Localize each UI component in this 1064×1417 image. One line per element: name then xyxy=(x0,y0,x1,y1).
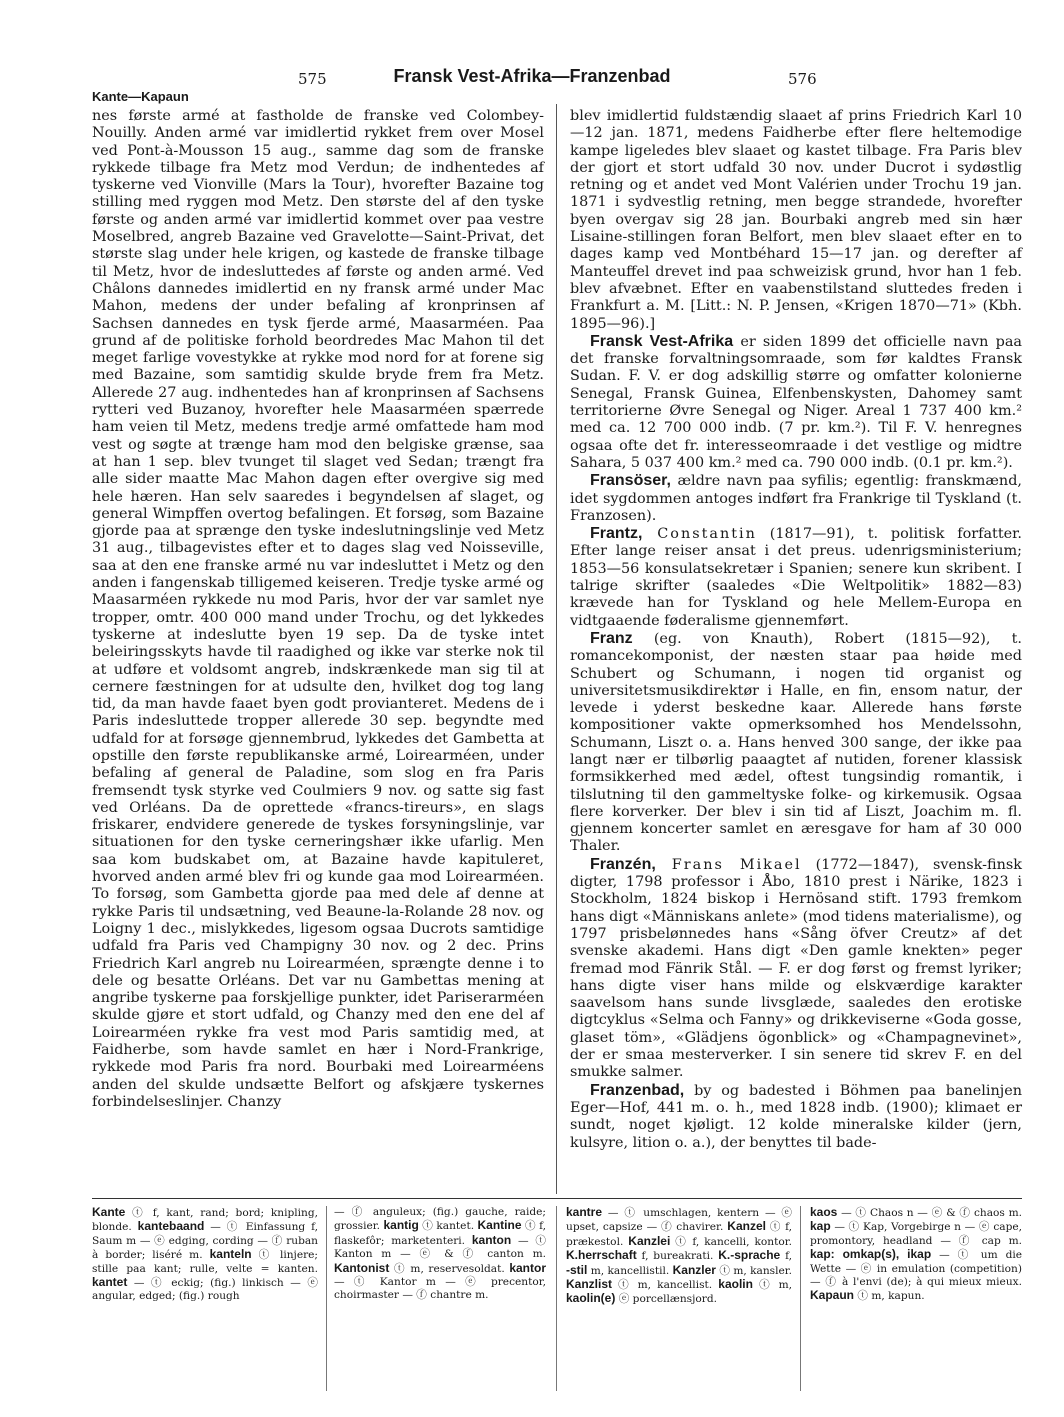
dict-definition: m, kancellistil. xyxy=(587,1264,673,1277)
dict-headword: kanton xyxy=(471,1232,512,1247)
dict-headword: kantre xyxy=(566,1205,603,1219)
encyclopedia-entry xyxy=(570,856,1022,1082)
dict-definition: — ⓣ Einfassung f, Saum m — ⓔ edging, cording — ⓕ ruban à border; liséré m. xyxy=(92,1221,318,1262)
encyclopedia-entry xyxy=(570,525,1022,630)
dict-column-1 xyxy=(92,1206,318,1304)
dict-column-3 xyxy=(566,1206,792,1307)
entry-text: (eg. von Knauth), Robert (1815—92), t. romancekomponist, der næsten staar paa høide med Schubert og Schumann, i nogen tid organist og universitetsmusikdirektør i Halle, en fin, ensom natur, der levede i yderst beskedne kaar. Allerede hans første kompositioner vakte opmerksomhed hos Mendelssohn, Schumann, Liszt o. a. Hans henved 300 sange, der ikke paa langt nær er tilbørlig paaagtet af nutiden, forener klassisk formsikkerhed med ædel, oftest tungsindig romantik, i tilslutning til den gammeltyske folke- og kirkemusik. Ogsaa flere korverker. Der blev i sin tid af Liszt, Joachim m. fl. gjennem koncerter samlet en æresgave for ham af 30 000 Thaler. xyxy=(570,630,1022,855)
entry-text: (1817—91), t. politisk forfatter. Efter lange reiser ansat i det preus. udenrigsministerium; 1853—56 konsulatsekretær i Spanien; senere kun skribent. I talrige skrifter (saaledes «Die Weltpolitik» 1882—83) krævede han for Tyskland og hele Mellem-Europa en vidtgaaende føderalisme gjennemført. xyxy=(570,526,1023,629)
footer-rule xyxy=(92,1198,1022,1199)
dict-definition: ⓣ f, kant, rand; bord; knipling, blonde. xyxy=(92,1207,318,1234)
dict-text xyxy=(810,1206,1022,1304)
dict-definition: — ⓣ Kantor m — ⓔ precentor, choirmaster — ⓕ chantre m. xyxy=(334,1276,546,1302)
dict-headword: kaolin(e) xyxy=(566,1291,616,1306)
entry-text: (1772—1847), svensk-finsk digter, 1798 professor i Åbo, 1810 prest i Närike, 1823 i Stockholm, 1824 biskop i Hernösand stift. 1793 fremkom hans digt «Människans anlete» (mod tidens materialisme), og 1797 prisbelønnedes hans «Sång öfver Creutz» af det svenske akademi. Hans digt «Den gamle knekten» peger fremad mod Fänrik Stål. — F. er dog først og fremst lyriker; hans digte viser hans milde og elskværdige karakter saavelsom hans sunde livsglæde, saaledes den erotiske digtcyklus «Selma och Fanny» og drikkeviserne «Goda gosse, glaset töm», «Glädjens ögonblick» og «Champagnevinet», der er smaa mesterverker. I sin senere tid skrev F. en del smukke salmer. xyxy=(570,856,1022,1081)
dict-text xyxy=(566,1206,792,1307)
dict-headword: kanteln xyxy=(209,1247,252,1262)
left-paragraph: nes første armé at fastholde de franske ved Colombey-Nouilly. Anden armé var imidlertid rykket frem over Mosel ved Pont-à-Mousson 15 aug., samme dag som de franske rykkede tilbage fra Metz mod Verdun; de indhentedes af tyskerne ved Vionville (Mars la Tour), hvorefter Bazaine tog stilling med ryggen mod Metz. Den største del af den tyske første og anden armé var imidlertid kommet over paa vestre Moselbred, angreb Bazaine ved Gravelotte—Saint-Privat, det største slag under hele krigen, og kastede de franske tilbage til Metz, hvor de indesluttedes af første og anden armé. Ved Châlons dannedes imidlertid en ny fransk armé under Mac Mahon, medens der under befaling af kronprinsen af Sachsen dannedes en tysk fjerde armé, Maasarméen. Paa grund af de politiske forhold beordredes Mac Mahon til det meget farlige vovestykke at rykke mod nord for at forene sig med Bazaine, som samtidig skulde bryde frem fra Metz. Allerede 27 aug. indhentedes han af kronprinsen af Sachsens rytteri ved Buzanoy, hvorefter hele Maasarméen spærrede ham veien til Metz, medens tredje armé omfattede ham mod vest og søgte at trænge ham mod den belgiske grænse, saa at han 1 sep. blev tvunget til slaget ved Sedan; trængt fra alle sider maatte Mac Mahon dagen efter overgive sig med hele hæren. Han selv saaredes i begyndelsen af slaget, og general Wimpffen overtog befalingen. Et forsøg, som Bazaine gjorde paa at sprænge den tyske indeslutningslinje ved Metz 31 aug., tilbagevistes efter et to dages slag ved Noisseville, saa at den ene franske armé nu var indesluttet i Metz og den anden i fangenskab tilligemed keiseren. Tredje tyske armé og Maasarméen rykkede nu mod Paris, hvor der var samlet nye tropper, omtr. 400 000 mand under Trochu, og det lykkedes tyskerne at indeslutte byen 19 sep. Da de tyske intet beleiringsskyts havde til raadighed og ikke var sterke nok til at udføre et voldsomt angreb, indskrænkede man sig til at cernere fæstningen for at udsulte den, hvilket dog tog lang tid, da man havde faaet byen godt provianteret. Medens de i Paris indesluttede tropper allerede 30 sep. begyndte med udfald for at forsøge gjennembrud, lykkedes det Gambetta at opstille den første republikanske armé, Loirearméen, under befaling af general de Paladine, som slog en fra Paris fremsendt tysk styrke ved Coulmiers 9 nov. og satte sig fast ved Orléans. Da de oprettede «francs-tireurs», en slags friskarer, endvidere generede de tyskes forsyningslinje, var situationen for den tyske cerneringshær ikke ufarlig. Men saa kom budskabet om, at Bazaine havde kapituleret, hvorved anden armé blev fri og kunde gaa mod Loirearméen. To forsøg, som Gambetta gjorde paa med dele af denne at rykke Paris til undsætning, ved Beaune-la-Rolande 28 nov. og Loigny 1 dec., mislykkedes, ligesom ogsaa Ducrots samtidige udfald fra Paris ved Champigny 30 nov. og 2 dec. Prins Friedrich Karl angreb nu Loirearméen, sprængte denne i to dele og besatte Orléans. Det var nu Gambettas mening at angribe tyskerne paa forskjellige punkter, idet Pariserarméen skulde gjøre et stort udfald, og Chanzy med den ene del af Loirearméen rykke fra vest mod Paris samtidig med, at Faidherbe, som havde samlet en hær i Nord-Frankrige, rykkede mod Paris fra nord. Bourbaki med Loirearméens anden del skulde undsætte Belfort og afskjære tyskernes forbindelseslinjer. Chanzy xyxy=(92,108,544,1110)
encyclopedia-entry xyxy=(570,1082,1022,1152)
running-title: Fransk Vest-Afrika—Franzenbad xyxy=(393,66,671,86)
dict-definition: ⓣ m, xyxy=(752,1279,792,1292)
entry-person-name: Frans Mikael xyxy=(655,856,802,873)
dict-definition: f, bureakrati. xyxy=(636,1250,719,1263)
dict-definition: ⓣ m, kapun. xyxy=(854,1290,925,1303)
dict-headword: Kante xyxy=(92,1205,126,1219)
encyclopedia-entry xyxy=(570,333,1022,472)
dict-definition: ⓣ f, kancelli, kontor. xyxy=(670,1235,793,1248)
dict-definition: ⓣ linjere; stille paa kant; rulle, velte = kanten. xyxy=(92,1249,318,1275)
dict-divider-1 xyxy=(326,1206,327,1391)
dict-definition: — ⓣ eckig; (fig.) linkisch — ⓔ angular, edged; (fig.) rough xyxy=(92,1277,318,1303)
right-column xyxy=(570,108,1022,1152)
dict-headword: Kanzel xyxy=(727,1219,766,1234)
entry-headword: Franzenbad, xyxy=(590,1081,685,1099)
dict-text xyxy=(334,1206,546,1303)
dict-headword: kap: omkap(s), ikap xyxy=(810,1247,932,1262)
dict-divider-2 xyxy=(556,1206,557,1391)
left-column xyxy=(92,108,544,1111)
dict-headword: kaolin xyxy=(718,1277,753,1292)
dict-definition: — ⓣ umschlagen, kentern — ⓔ upset, capsize — ⓕ chavirer. xyxy=(566,1207,792,1234)
entry-person-name: Constantin xyxy=(642,526,757,543)
entry-headword: Frantz, xyxy=(590,525,643,543)
dict-headword: Kapaun xyxy=(810,1288,855,1303)
dict-definition: — ⓕ anguleux; (fig.) gauche, raide; grossier. xyxy=(334,1206,546,1233)
encyclopedia-entry xyxy=(570,472,1022,525)
entry-headword: Franzén, xyxy=(590,855,656,873)
dict-headword: Kanzler xyxy=(672,1262,716,1277)
dict-headword: kantebaand xyxy=(137,1219,205,1234)
dict-headword: kantor xyxy=(509,1260,546,1275)
dict-headword: kantet xyxy=(92,1275,128,1290)
dict-headword: -stil xyxy=(566,1262,588,1277)
dict-definition: — ⓣ um die Wette — ⓔ in emulation (competition) — ⓕ à l'envi (de); à qui mieux mieux. xyxy=(810,1249,1023,1289)
dict-text xyxy=(92,1206,318,1304)
dict-definition: ⓣ m, reservesoldat. xyxy=(389,1262,510,1275)
encyclopedia-entry xyxy=(570,630,1022,856)
dict-definition: ⓔ porcellænsjord. xyxy=(615,1293,717,1306)
dict-definition: ⓣ f, prækestol. xyxy=(566,1221,792,1248)
dict-definition: ⓣ kantet. xyxy=(418,1220,478,1233)
dict-column-2 xyxy=(334,1206,546,1303)
page-number-left: 575 xyxy=(298,70,327,88)
entry-headword: Fransk Vest-Afrika xyxy=(590,332,734,350)
corner-range: Kante—Kapaun xyxy=(92,89,189,104)
dict-headword: kap xyxy=(810,1219,831,1234)
dict-definition: — ⓣ Chaos n — ⓔ & ⓕ chaos m. xyxy=(837,1207,1022,1219)
entry-text: er siden 1899 det officielle navn paa det franske forvaltningsomraade, som før kaldtes Fransk Sudan. F. V. er dog adskillig større og omfatter kolonierne Senegal, Fransk Guinea, Elfenbenskysten, Dahomey samt territorierne Øvre Senegal og Niger. Areal 1 737 400 km.² med ca. 12 700 000 indb. (7 pr. km.²). Til F. V. henregnes ogsaa ofte det fr. interesseomraade i det vestlige og midtre Sahara, 5 037 400 km.² med ca. 790 000 indb. (0.1 pr. km.²). xyxy=(570,333,1022,471)
dict-divider-3 xyxy=(800,1206,801,1391)
page-number-right: 576 xyxy=(788,70,817,88)
dict-definition: — ⓣ Kap, Vorgebirge n — ⓔ cape, promontory, headland — ⓕ cap m. xyxy=(810,1221,1022,1247)
dict-column-4 xyxy=(810,1206,1022,1304)
entry-headword: Franz xyxy=(590,629,633,647)
right-continuation: blev imidlertid fuldstændig slaaet af prins Friedrich Karl 10—12 jan. 1871, medens Faidherbe efter flere heltemodige kampe ligeledes blev slaaet og kastet tilbage. Fra Paris blev der gjort et stort udfald 30 nov. under Ducrot i sydøstlig retning og et andet ved Mont Valérien under Trochu 19 jan. 1871 i sydvestlig retning, men begge strandede, hvorefter byen overgav sig 28 jan. Bourbaki angreb med sin hær Lisaine-stillingen foran Belfort, men blev slaaet efter en to dages kamp ved Montbéhard 15—17 jan. og derefter af Manteuffel drevet ind paa schweizisk grund, hvor han 1 feb. blev afvæbnet. Efter en vaabenstilstand sluttedes freden i Frankfurt a. M. [Litt.: N. P. Jensen, «Krigen 1870—71» (Kbh. 1895—96).] xyxy=(570,108,1022,332)
dict-definition: f, xyxy=(780,1250,792,1263)
dict-definition: — ⓣ Kanton m — ⓔ & ⓕ canton m. xyxy=(334,1234,546,1261)
column-divider xyxy=(556,104,557,1194)
entry-text: by og badested i Böhmen paa banelinjen Eger—Hof, 441 m. o. h., med 1828 indb. (1900); klimaet er sundt, noget kjøligt. 12 kolde mineralske kilder (jern, kulsyre, lition o. a.), der benyttes til bade- xyxy=(570,1082,1022,1151)
dict-headword: K.herrschaft xyxy=(566,1248,637,1263)
dict-definition: ⓣ m, kancellist. xyxy=(612,1279,719,1292)
entry-headword: Fransöser, xyxy=(590,472,671,490)
dict-headword: Kantine xyxy=(477,1218,522,1233)
dict-headword: K.-sprache xyxy=(718,1248,781,1263)
dict-headword: Kanzlist xyxy=(566,1277,613,1292)
dict-definition: ⓣ m, kansler. xyxy=(715,1264,793,1277)
dict-headword: kaos xyxy=(810,1205,838,1219)
dict-definition: ⓣ f, flaskefôr; marketenteri. xyxy=(334,1220,546,1247)
dict-headword: Kantonist xyxy=(334,1260,390,1275)
entry-list xyxy=(570,333,1022,1152)
dict-headword: kantig xyxy=(383,1218,419,1233)
dict-headword: Kanzlei xyxy=(628,1233,671,1248)
entry-text: ældre navn paa syfilis; egentlig: franskmænd, idet sygdommen antoges indført fra Frankrige til Tyskland (t. Franzosen). xyxy=(570,473,1022,524)
